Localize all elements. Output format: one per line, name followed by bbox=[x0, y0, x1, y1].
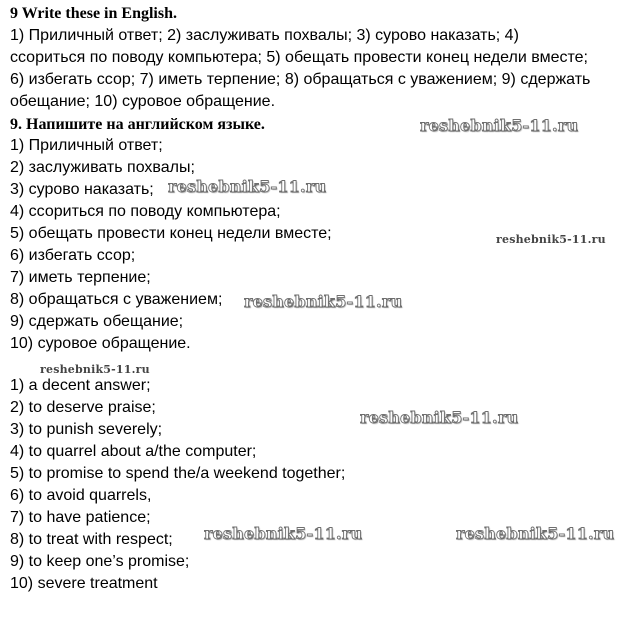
english-item: 7) to have patience; bbox=[10, 509, 151, 526]
english-item: 1) a decent answer; bbox=[10, 377, 151, 394]
english-item: 9) to keep one’s promise; bbox=[10, 553, 190, 570]
russian-item: 4) ссориться по поводу компьютера; bbox=[10, 203, 281, 220]
english-item: 8) to treat with respect; bbox=[10, 531, 173, 548]
russian-item: 1) Приличный ответ; bbox=[10, 137, 163, 154]
intro-line: 6) избегать ссор; 7) иметь терпение; 8) обращаться с уважением; 9) сдержать bbox=[10, 71, 591, 88]
exercise-heading-russian: 9. Напишите на английском языке. bbox=[10, 116, 265, 133]
watermark: reshebnik5-11.ru bbox=[204, 524, 363, 543]
watermark: reshebnik5-11.ru bbox=[420, 116, 579, 135]
english-item: 6) to avoid quarrels, bbox=[10, 487, 152, 504]
russian-item: 3) сурово наказать; bbox=[10, 181, 154, 198]
english-item: 4) to quarrel about a/the computer; bbox=[10, 443, 257, 460]
english-item: 10) severe treatment bbox=[10, 575, 158, 592]
russian-item: 6) избегать ссор; bbox=[10, 247, 136, 264]
russian-item: 9) сдержать обещание; bbox=[10, 313, 184, 330]
watermark: reshebnik5-11.ru bbox=[456, 524, 615, 543]
english-item: 2) to deserve praise; bbox=[10, 399, 156, 416]
watermark: reshebnik5-11.ru bbox=[244, 292, 403, 311]
intro-line: 1) Приличный ответ; 2) заслуживать похвалы; 3) сурово наказать; 4) bbox=[10, 27, 519, 44]
exercise-heading-english: 9 Write these in English. bbox=[10, 5, 177, 22]
russian-item: 10) суровое обращение. bbox=[10, 335, 191, 352]
watermark: reshebnik5-11.ru bbox=[496, 233, 606, 246]
intro-line: ссориться по поводу компьютера; 5) обещать провести конец недели вместе; bbox=[10, 49, 588, 66]
english-item: 5) to promise to spend the/a weekend together; bbox=[10, 465, 346, 482]
watermark: reshebnik5-11.ru bbox=[168, 177, 327, 196]
english-item: 3) to punish severely; bbox=[10, 421, 163, 438]
watermark: reshebnik5-11.ru bbox=[360, 408, 519, 427]
russian-item: 8) обращаться с уважением; bbox=[10, 291, 223, 308]
russian-item: 2) заслуживать похвалы; bbox=[10, 159, 195, 176]
russian-item: 5) обещать провести конец недели вместе; bbox=[10, 225, 332, 242]
russian-item: 7) иметь терпение; bbox=[10, 269, 151, 286]
intro-line: обещание; 10) суровое обращение. bbox=[10, 93, 276, 110]
watermark: reshebnik5-11.ru bbox=[40, 363, 150, 376]
